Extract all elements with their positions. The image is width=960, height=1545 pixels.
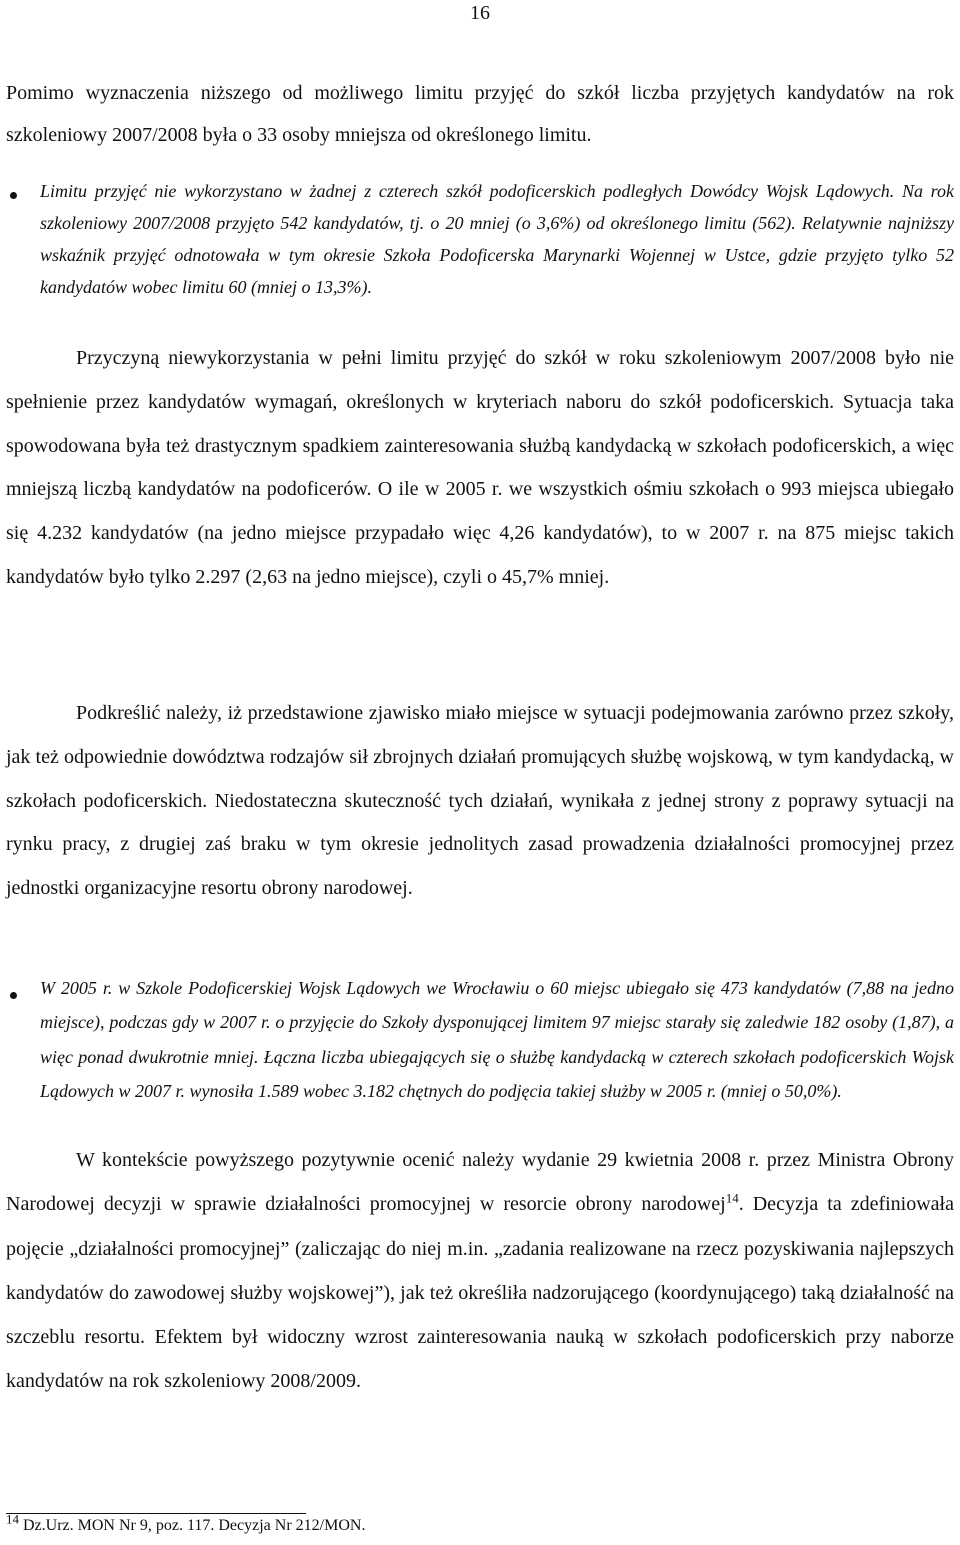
paragraph-4 (6, 1138, 954, 1404)
footnote-number: 14 (6, 1511, 19, 1527)
paragraph-3: Podkreślić należy, iż przedstawione zjawisko miało miejsce w sytuacji podejmowania zarówno przez szkoły, jak też odpowiednie dowództwa rodzajów sił zbrojnych działań promujących służbę wojskową, w tym kandydacką, w szkołach podoficerskich. Niedostateczna skuteczność tych działań, wynikała z jednej strony z poprawy sytuacji na rynku pracy, z drugiej zaś braku w tym okresie jednolitych zasad prowadzenia działalności promocyjnej przez jednostki organizacyjne resortu obrony narodowej. (6, 702, 954, 900)
bullet-marker-2 (0, 986, 26, 1004)
bullet-item-2: W 2005 r. w Szkole Podoficerskiej Wojsk Lądowych we Wrocławiu o 60 miejsc ubiegało się 473 kandydatów (7,88 na jedno miejsce), podczas gdy w 2007 r. o przyjęcie do Szkoły dysponującej limitem 97 miejsc starały się zaledwie 182 osoby (1,87), a więc ponad dwukrotnie mniej. Łączna liczba ubiegających się o służbę kandydacką w czterech szkołach podoficerskich Wojsk Lądowych w 2007 r. wynosiła 1.589 wobec 3.182 chętnych do podjęcia takiej służby w 2005 r. (mniej o 50,0%). (40, 978, 954, 1102)
footnote-reference[interactable]: 14 (725, 1190, 739, 1206)
page-number: 16 (470, 2, 490, 24)
bullet-marker-1 (0, 186, 26, 204)
bullet-item-1: Limitu przyjęć nie wykorzystano w żadnej z czterech szkół podoficerskich podległych Dowódcy Wojsk Lądowych. Na rok szkoleniowy 2007/2008 przyjęto 542 kandydatów, tj. o 20 mniej (o 3,6%) od określonego limitu (562). Relatywnie najniższy wskaźnik przyjęć odnotowała w tym okresie Szkoła Podoficerska Marynarki Wojennej w Ustce, gdzie przyjęto tylko 52 kandydatów wobec limitu 60 (mniej o 13,3%). (40, 181, 954, 297)
paragraph-4-text-b: . Decyzja ta zdefiniowała pojęcie „działalności promocyjnej” (zaliczając do niej m.in. „zadania realizowane na rzecz pozyskiwania najlepszych kandydatów do zawodowej służby wojskowej”), jak też określiła nadzorującego (koordynującego) taką działalność na szczeblu resortu. Efektem był widoczny wzrost zainteresowania nauką w szkołach podoficerskich przy naborze kandydatów na rok szkoleniowy 2008/2009. (6, 1193, 954, 1393)
paragraph-2: Przyczyną niewykorzystania w pełni limitu przyjęć do szkół w roku szkoleniowym 2007/2008 było nie spełnienie przez kandydatów wymagań, określonych w kryteriach naboru do szkół podoficerskich. Sytuacja taka spowodowana była też drastycznym spadkiem zainteresowania służbą kandydacką w szkołach podoficerskich, a więc mniejszą liczbą kandydatów na podoficerów. O ile w 2005 r. we wszystkich ośmiu szkołach o 993 miejsca ubiegało się 4.232 kandydatów (na jedno miejsce przypadało więc 4,26 kandydatów), to w 2007 r. na 875 miejsc takich kandydatów było tylko 2.297 (2,63 na jedno miejsce), czyli o 45,7% mniej. (6, 347, 954, 588)
footnote-text: Dz.Urz. MON Nr 9, poz. 117. Decyzja Nr 212/MON. (19, 1517, 366, 1534)
paragraph-4-text-a: W kontekście powyższego pozytywnie ocenić należy wydanie 29 kwietnia 2008 r. przez Ministra Obrony Narodowej decyzji w sprawie działalności promocyjnej w resorcie obrony narodowej (6, 1149, 954, 1216)
footnote-divider (6, 1513, 306, 1514)
paragraph-1: Pomimo wyznaczenia niższego od możliwego limitu przyjęć do szkół liczba przyjętych kandydatów na rok szkoleniowy 2007/2008 była o 33 osoby mniejsza od określonego limitu. (6, 82, 954, 146)
footnote (6, 1511, 366, 1536)
